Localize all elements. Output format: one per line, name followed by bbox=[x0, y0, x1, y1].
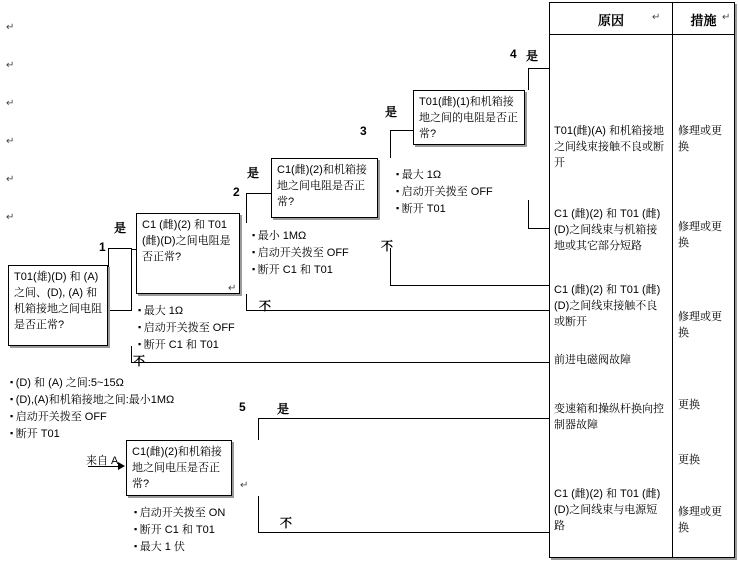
condition-list-3 bbox=[252, 228, 349, 279]
condition-list-1 bbox=[10, 375, 174, 443]
pilcrow-mark: ↵ bbox=[6, 212, 15, 223]
no-label-2: 不 bbox=[259, 299, 272, 313]
decision-box-2[interactable] bbox=[136, 213, 240, 294]
pilcrow-mark: ↵ bbox=[228, 283, 237, 294]
connector-from-a-label: 来自 A bbox=[86, 455, 119, 467]
condition-item: ▪ 启动开关拨至 OFF bbox=[252, 245, 349, 262]
step-number-5: 5 bbox=[239, 400, 246, 414]
yes-label-3: 是 bbox=[385, 105, 398, 119]
flow-line bbox=[390, 130, 391, 158]
flow-line-no-5 bbox=[258, 532, 549, 533]
pilcrow-mark: ↵ bbox=[6, 174, 15, 185]
pilcrow-mark: ↵ bbox=[6, 98, 15, 109]
condition-item: ▪ 启动开关拨至 OFF bbox=[138, 320, 235, 337]
condition-item: ▪ 断开 T01 bbox=[10, 426, 174, 443]
table-cell-action: 更换 bbox=[678, 454, 700, 466]
condition-item: ▪ 断开 C1 和 T01 bbox=[252, 262, 349, 279]
table-cell-cause: 前进电磁阀故障 bbox=[554, 354, 631, 366]
yes-label-5: 是 bbox=[277, 402, 290, 416]
flow-line-yes-5 bbox=[258, 418, 259, 440]
arrow-from-a bbox=[118, 462, 125, 470]
flow-line-no-4 bbox=[528, 200, 529, 229]
decision-box-2-text: C1 (雌)(2) 和 T01 (雌)(D)之间电阻是否正常? bbox=[142, 219, 231, 263]
flow-line-no-2 bbox=[246, 294, 247, 311]
condition-list-2 bbox=[138, 303, 235, 354]
pilcrow-mark: ↵ bbox=[6, 22, 15, 33]
condition-item: ▪ 断开 C1 和 T01 bbox=[138, 337, 235, 354]
flow-line bbox=[246, 193, 272, 194]
condition-item: ▪ (D),(A)和机箱接地之间:最小1MΩ bbox=[10, 392, 174, 409]
pilcrow-mark: ↵ bbox=[6, 136, 15, 147]
pilcrow-mark: ↵ bbox=[652, 12, 661, 23]
table-cell-action: 修理或更换 bbox=[678, 506, 722, 534]
flow-line-no-4 bbox=[528, 228, 549, 229]
cause-action-table bbox=[549, 2, 735, 558]
table-cell-cause: 变速箱和操纵杆换向控制器故障 bbox=[554, 403, 664, 431]
decision-box-3-text: C1(雌)(2)和机箱接地之间电阻是否正常? bbox=[277, 164, 367, 208]
condition-item: ▪ 启动开关拨至 OFF bbox=[396, 184, 493, 201]
no-label-1: 不 bbox=[133, 354, 146, 368]
no-label-3: 不 bbox=[381, 239, 394, 253]
table-cell-cause: C1 (雌)(2) 和 T01 (雌)(D)之间线束与机箱接地或其它部分短路 bbox=[554, 208, 661, 252]
condition-item: ▪ 断开 C1 和 T01 bbox=[134, 522, 225, 539]
condition-item: ▪ 最小 1MΩ bbox=[252, 228, 349, 245]
condition-list-4 bbox=[396, 167, 493, 218]
table-cell-cause: C1 (雌)(2) 和 T01 (雌)(D)之间线束接触不良或断开 bbox=[554, 284, 661, 328]
decision-box-3[interactable] bbox=[271, 158, 378, 218]
table-cell-cause: T01(雌)(A) 和机箱接地之间线束接触不良或断开 bbox=[554, 125, 664, 169]
condition-item: ▪ 最大 1 伏 bbox=[134, 539, 225, 556]
flow-line-no-1 bbox=[131, 362, 549, 363]
table-cell-action: 修理或更换 bbox=[678, 125, 722, 153]
decision-box-5[interactable] bbox=[126, 440, 232, 496]
flow-line bbox=[390, 130, 414, 131]
flow-line bbox=[108, 248, 109, 290]
condition-list-5 bbox=[134, 505, 225, 556]
table-cell-action: 修理或更换 bbox=[678, 311, 722, 339]
table-header-cause: 原因 bbox=[597, 13, 624, 28]
flow-line-no-5 bbox=[258, 496, 259, 532]
table-cell-action: 更换 bbox=[678, 399, 700, 411]
flow-line-no-2 bbox=[246, 310, 549, 311]
step-number-2: 2 bbox=[233, 185, 240, 199]
yes-label-2: 是 bbox=[247, 166, 260, 180]
flow-line bbox=[246, 193, 247, 223]
flow-line bbox=[528, 68, 529, 90]
table-column-divider bbox=[672, 3, 673, 557]
condition-item: ▪ (D) 和 (A) 之间:5~15Ω bbox=[10, 375, 174, 392]
decision-box-1-text: T01(雄)(D) 和 (A) 之间、(D), (A) 和机箱接地之间电阻是否正常? bbox=[14, 271, 102, 331]
flow-line-no-3 bbox=[390, 285, 549, 286]
condition-item: ▪ 断开 T01 bbox=[396, 201, 493, 218]
step-number-3: 3 bbox=[360, 124, 367, 138]
decision-box-4-text: T01(雌)(1)和机箱接地之间的电阻是否正常? bbox=[419, 96, 518, 140]
pilcrow-mark: ↵ bbox=[722, 12, 731, 23]
condition-item: ▪ 启动开关拨至 OFF bbox=[10, 409, 174, 426]
no-label-4: 不 bbox=[280, 516, 293, 530]
decision-box-5-text: C1(雌)(2)和机箱接地之间电压是否正常? bbox=[132, 446, 222, 490]
table-header-action: 措施 bbox=[690, 13, 717, 28]
yes-label-4: 是 bbox=[526, 49, 539, 63]
flow-line bbox=[131, 249, 132, 311]
flow-line bbox=[108, 248, 132, 249]
flow-line-no-1 bbox=[131, 346, 132, 363]
flow-line-yes-5 bbox=[258, 418, 549, 419]
table-cell-action: 修理或更换 bbox=[678, 221, 722, 249]
yes-label-1: 是 bbox=[114, 221, 127, 235]
pilcrow-mark: ↵ bbox=[6, 60, 15, 71]
table-cell-cause: C1 (雌)(2) 和 T01 (雌)(D)之间线束与电源短路 bbox=[554, 488, 661, 532]
pilcrow-mark: ↵ bbox=[240, 480, 249, 491]
step-number-4: 4 bbox=[510, 47, 517, 61]
decision-box-1[interactable] bbox=[8, 265, 108, 346]
condition-item: ▪ 启动开关拨至 ON bbox=[134, 505, 225, 522]
condition-item: ▪ 最大 1Ω bbox=[138, 303, 235, 320]
decision-box-4[interactable] bbox=[413, 90, 525, 145]
flow-line bbox=[110, 310, 132, 311]
condition-item: ▪ 最大 1Ω bbox=[396, 167, 493, 184]
table-header-divider bbox=[550, 34, 734, 35]
step-number-1: 1 bbox=[99, 240, 106, 254]
